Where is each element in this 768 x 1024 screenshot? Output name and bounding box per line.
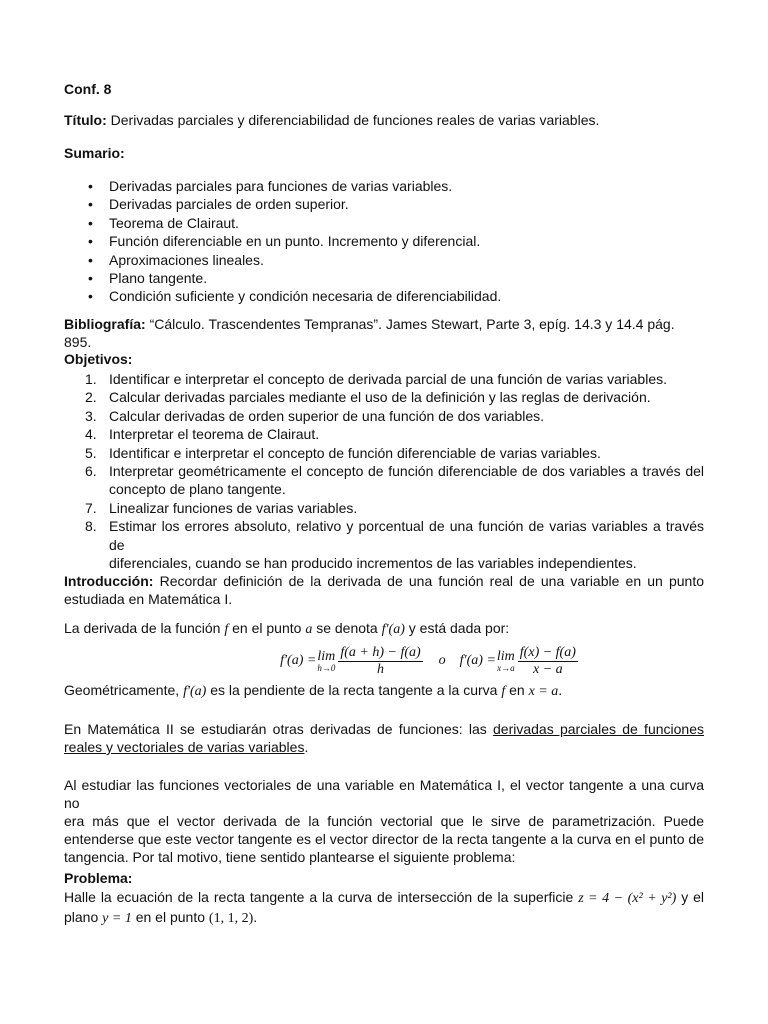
- introduccion-label: Introducción:: [64, 573, 154, 589]
- objetivo-text: Interpretar el teorema de Clairaut.: [109, 426, 320, 443]
- problema-line-1: [64, 888, 704, 908]
- limit-x-to-a: [497, 650, 515, 673]
- introduccion: [64, 572, 704, 608]
- math-f: f: [501, 684, 506, 699]
- text-span: y está dada por:: [408, 620, 510, 636]
- fraction-2: [518, 645, 578, 678]
- matematica-ii-line-2: [64, 738, 704, 756]
- sumario-item: • Función diferenciable en un punto. Incremento y diferencial.: [64, 232, 704, 250]
- sumario-label: Sumario:: [64, 145, 125, 161]
- sumario-item: • Derivadas parciales para funciones de varias variables.: [64, 177, 704, 195]
- matematica-ii-line-1: [64, 720, 704, 738]
- titulo: [64, 111, 704, 129]
- text-span: En Matemática II se estudiarán otras derivadas de funciones: las: [64, 721, 487, 737]
- math-f-prime-a: f′(a): [183, 684, 207, 699]
- text-span: Geométricamente,: [64, 682, 180, 698]
- fraction-denominator: h: [377, 661, 384, 677]
- bibliografia-label: Bibliografía:: [64, 316, 146, 332]
- paragraph-line: Al estudiar las funciones vectoriales de una variable en Matemática I, el vector tangente a una curva no: [64, 777, 704, 811]
- bibliografia-text: “Cálculo. Trascendentes Tempranas”. James Stewart, Parte 3, epíg. 14.3 y 14.4 pág. 895.: [64, 316, 675, 350]
- introduccion-line-2: estudiada en Matemática I.: [64, 591, 233, 607]
- paragraph-line: tangencia. Por tal motivo, tiene sentido plantearse el siguiente problema:: [64, 849, 516, 865]
- problema-line-2: [64, 908, 704, 928]
- objetivo-number: 5.: [85, 444, 97, 461]
- sumario-item: • Condición suficiente y condición necesaria de diferenciabilidad.: [64, 287, 704, 305]
- math-f-prime-a: f′(a): [381, 622, 405, 637]
- objetivo-text: Identificar e interpretar el concepto de derivada parcial de una función de varias variables.: [109, 371, 667, 387]
- problema-text: [64, 888, 704, 928]
- introduccion-line-1: [64, 572, 704, 590]
- objetivo-item: [64, 499, 704, 517]
- sumario-item: • Plano tangente.: [64, 269, 704, 287]
- objetivo-number: 6.: [85, 463, 97, 480]
- limit-h-to-0: [317, 650, 335, 673]
- underlined-text: reales y vectoriales de varias variables: [64, 739, 305, 755]
- text-span: .: [253, 909, 258, 925]
- paragraph-line: era más que el vector derivada de la función vectorial que le sirve de parametrización. Puede: [64, 813, 704, 829]
- math-a: a: [305, 622, 313, 637]
- objetivos-label: Objetivos:: [64, 351, 133, 367]
- text-span: La derivada de la función: [64, 620, 221, 636]
- derivada-definicion: [64, 619, 704, 639]
- text-span: .: [304, 739, 309, 755]
- objetivo-text: Estimar los errores absoluto, relativo y porcentual de una función de varias variables a través de: [109, 518, 704, 553]
- math-f: f: [224, 622, 229, 637]
- objetivo-number: 7.: [85, 499, 97, 516]
- derivative-formula: [156, 643, 704, 679]
- titulo-text: Derivadas parciales y diferenciabilidad de funciones reales de varias variables.: [110, 112, 600, 128]
- objetivo-text: Calcular derivadas parciales mediante el uso de la definición y las reglas de derivación.: [109, 389, 651, 406]
- geometricamente: [64, 681, 704, 701]
- sumario-item: • Aproximaciones lineales.: [64, 251, 704, 269]
- math-x-eq-a: x = a: [528, 684, 559, 699]
- formula-or: o: [438, 653, 446, 668]
- text-span: Halle la ecuación de la recta tangente a la curva de intersección de la superficie: [64, 889, 574, 905]
- objetivo-number: 2.: [85, 389, 97, 406]
- math-plane: y = 1: [102, 911, 132, 926]
- fraction-1: [338, 645, 422, 678]
- objetivo-text: Linealizar funciones de varias variables.: [109, 499, 358, 516]
- objetivos-list: [64, 370, 704, 572]
- bibliografia: [64, 315, 704, 351]
- objetivo-item: [64, 444, 704, 462]
- math-surface: z = 4 − (x² + y²): [578, 891, 677, 906]
- sumario-item: • Teorema de Clairaut.: [64, 214, 704, 232]
- objetivo-number: 1.: [85, 371, 97, 387]
- objetivo-item: [64, 407, 704, 425]
- fraction-denominator: x − a: [533, 661, 563, 677]
- sumario-list: [64, 177, 704, 306]
- objetivo-number: 3.: [85, 407, 97, 424]
- text-span: en el punto: [232, 620, 302, 636]
- formula-lhs-2: f′(a) =: [459, 653, 496, 668]
- introduccion-text: Recordar definición de la derivada de una función real de una variable en un punto: [159, 573, 704, 589]
- text-span: en el punto: [135, 909, 206, 925]
- objetivo-text: Interpretar geométricamente el concepto de función diferenciable de dos variables a través del: [109, 463, 704, 480]
- underlined-text: derivadas parciales de funciones: [493, 721, 704, 737]
- formula-lhs-1: f′(a) =: [280, 653, 317, 668]
- objetivo-text: Calcular derivadas de orden superior de una función de dos variables.: [109, 407, 545, 424]
- objetivo-item: [64, 388, 704, 406]
- vectoriales-paragraph: [64, 776, 704, 866]
- objetivo-text: Identificar e interpretar el concepto de función diferenciable de varias variables.: [109, 444, 601, 461]
- lim-subscript: x→a: [497, 662, 515, 673]
- objetivo-item: [64, 462, 704, 499]
- objetivo-item: [64, 425, 704, 443]
- objetivo-text: concepto de plano tangente.: [109, 481, 286, 498]
- text-span: en: [509, 682, 525, 698]
- conf-number: Conf. 8: [64, 81, 112, 97]
- fraction-numerator: f(x) − f(a): [519, 644, 576, 660]
- matematica-ii-paragraph: [64, 720, 704, 756]
- sumario-item: • Derivadas parciales de orden superior.: [64, 195, 704, 213]
- text-span: plano: [64, 909, 99, 925]
- text-span: y el: [681, 889, 705, 905]
- fraction-numerator: f(a + h) − f(a): [340, 644, 421, 660]
- problema-label: Problema:: [64, 870, 133, 886]
- titulo-label: Título:: [64, 112, 107, 128]
- objetivo-text: diferenciales, cuando se han producido incrementos de las variables independientes.: [109, 555, 637, 572]
- lim-text: lim: [317, 648, 336, 664]
- math-point: (1, 1, 2): [208, 911, 254, 926]
- text-span: es la pendiente de la recta tangente a la curva: [210, 682, 498, 698]
- objetivo-item: [64, 370, 704, 388]
- text-span: se denota: [316, 620, 378, 636]
- lim-subscript: h→0: [317, 662, 336, 673]
- text-span: .: [558, 682, 563, 698]
- paragraph-line: entenderse que este vector tangente es el vector director de la recta tangente a la curva en el punto de: [64, 831, 704, 847]
- objetivo-item: [64, 517, 704, 572]
- objetivo-number: 8.: [85, 518, 97, 535]
- objetivo-number: 4.: [85, 426, 97, 443]
- lim-text: lim: [496, 648, 515, 664]
